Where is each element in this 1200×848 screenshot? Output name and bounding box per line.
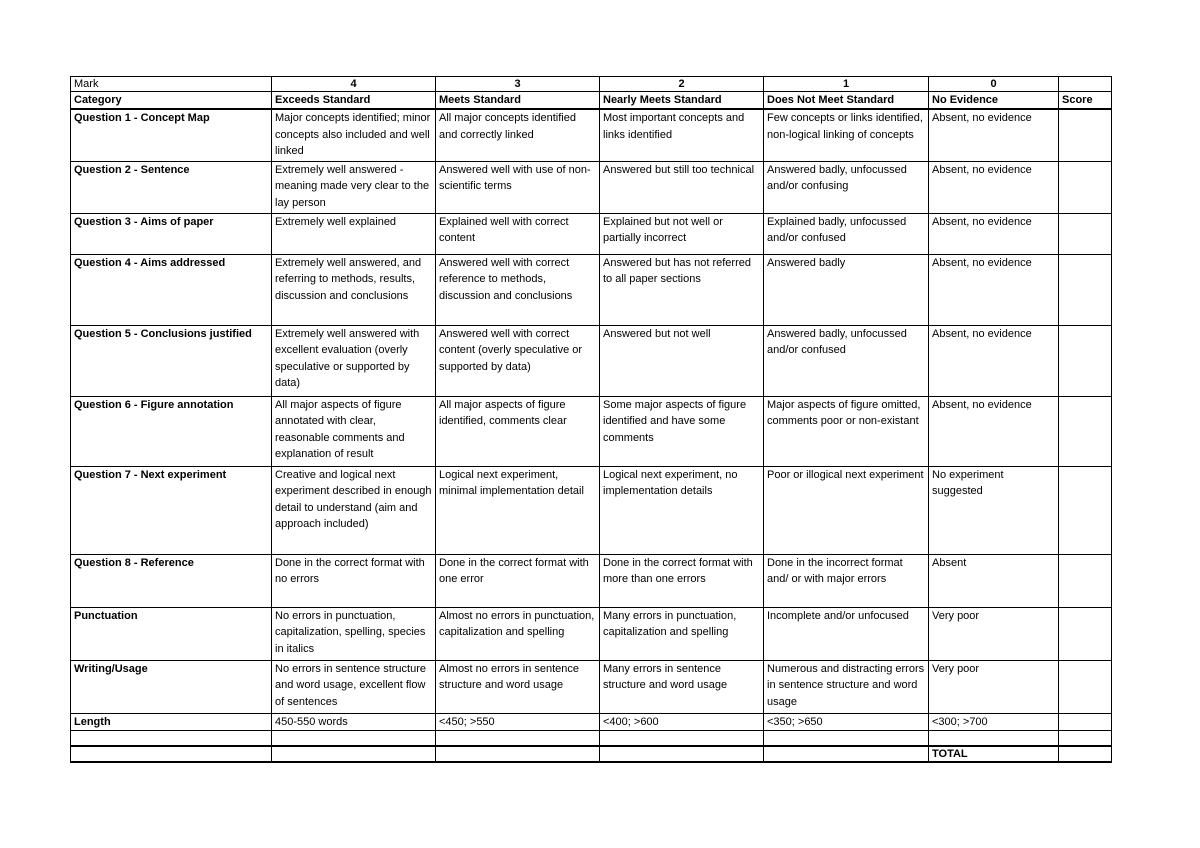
score-cell[interactable] xyxy=(1059,554,1112,607)
cell-does-not-meet: Incomplete and/or unfocused xyxy=(764,607,929,660)
level-exceeds: Exceeds Standard xyxy=(272,92,436,110)
table-row xyxy=(71,109,1112,161)
score-cell[interactable] xyxy=(1059,213,1112,254)
row-category: Question 1 - Concept Map xyxy=(71,109,272,161)
cell-does-not-meet: Answered badly, unfocussed and/or confusing xyxy=(764,161,929,213)
cell-meets: Answered well with correct reference to methods, discussion and conclusions xyxy=(436,254,600,325)
mark-label: Mark xyxy=(71,77,272,92)
row-category: Question 3 - Aims of paper xyxy=(71,213,272,254)
score-cell[interactable] xyxy=(1059,713,1112,731)
cell-exceeds: Extremely well answered, and referring to methods, results, discussion and conclusions xyxy=(272,254,436,325)
cell-exceeds: No errors in punctuation, capitalization, spelling, species in italics xyxy=(272,607,436,660)
cell-exceeds: Major concepts identified; minor concepts also included and well linked xyxy=(272,109,436,161)
row-category: Writing/Usage xyxy=(71,660,272,713)
cell-nearly-meets: Logical next experiment, no implementation details xyxy=(600,466,764,554)
score-label: Score xyxy=(1059,92,1112,110)
total-score-cell[interactable] xyxy=(1059,746,1112,762)
cell-does-not-meet: Answered badly xyxy=(764,254,929,325)
row-category: Question 2 - Sentence xyxy=(71,161,272,213)
score-cell[interactable] xyxy=(1059,466,1112,554)
cell-exceeds: Extremely well explained xyxy=(272,213,436,254)
cell-meets: <450; >550 xyxy=(436,713,600,731)
cell-exceeds: Creative and logical next experiment described in enough detail to understand (aim and approach included) xyxy=(272,466,436,554)
score-cell[interactable] xyxy=(1059,325,1112,396)
score-cell[interactable] xyxy=(1059,660,1112,713)
cell-nearly-meets: Explained but not well or partially incorrect xyxy=(600,213,764,254)
score-cell[interactable] xyxy=(1059,161,1112,213)
cell-meets: All major concepts identified and correctly linked xyxy=(436,109,600,161)
cell-exceeds: Extremely well answered - meaning made very clear to the lay person xyxy=(272,161,436,213)
row-category: Question 6 - Figure annotation xyxy=(71,396,272,466)
cell-nearly-meets: Done in the correct format with more than one errors xyxy=(600,554,764,607)
cell-nearly-meets: Answered but has not referred to all paper sections xyxy=(600,254,764,325)
cell-nearly-meets: Some major aspects of figure identified and have some comments xyxy=(600,396,764,466)
cell-no-evidence: Absent, no evidence xyxy=(929,254,1059,325)
level-does-not-meet: Does Not Meet Standard xyxy=(764,92,929,110)
cell-no-evidence: <300; >700 xyxy=(929,713,1059,731)
cell-nearly-meets: Many errors in sentence structure and word usage xyxy=(600,660,764,713)
cell-no-evidence: Absent, no evidence xyxy=(929,213,1059,254)
table-row xyxy=(71,466,1112,554)
cell-exceeds: All major aspects of figure annotated with clear, reasonable comments and explanation of result xyxy=(272,396,436,466)
table-row xyxy=(71,325,1112,396)
row-category: Question 8 - Reference xyxy=(71,554,272,607)
score-cell[interactable] xyxy=(1059,109,1112,161)
category-label: Category xyxy=(71,92,272,110)
cell-nearly-meets: Most important concepts and links identified xyxy=(600,109,764,161)
total-label: TOTAL xyxy=(929,746,1059,762)
row-category: Question 7 - Next experiment xyxy=(71,466,272,554)
cell-exceeds: Extremely well answered with excellent evaluation (overly speculative or supported by data) xyxy=(272,325,436,396)
cell-no-evidence: Absent, no evidence xyxy=(929,109,1059,161)
level-nearly-meets: Nearly Meets Standard xyxy=(600,92,764,110)
cell-nearly-meets: <400; >600 xyxy=(600,713,764,731)
total-row xyxy=(71,746,1112,762)
cell-no-evidence: Very poor xyxy=(929,660,1059,713)
mark-2: 2 xyxy=(600,77,764,92)
cell-no-evidence: Very poor xyxy=(929,607,1059,660)
cell-meets: Done in the correct format with one error xyxy=(436,554,600,607)
cell-does-not-meet: Poor or illogical next experiment xyxy=(764,466,929,554)
cell-nearly-meets: Many errors in punctuation, capitalization and spelling xyxy=(600,607,764,660)
table-row xyxy=(71,254,1112,325)
mark-header-row xyxy=(71,77,1112,92)
mark-3: 3 xyxy=(436,77,600,92)
cell-no-evidence: Absent, no evidence xyxy=(929,161,1059,213)
table-row xyxy=(71,660,1112,713)
cell-exceeds: 450-550 words xyxy=(272,713,436,731)
cell-exceeds: No errors in sentence structure and word usage, excellent flow of sentences xyxy=(272,660,436,713)
row-category: Length xyxy=(71,713,272,731)
cell-no-evidence: Absent, no evidence xyxy=(929,325,1059,396)
score-cell[interactable] xyxy=(1059,254,1112,325)
cell-does-not-meet: Explained badly, unfocussed and/or confused xyxy=(764,213,929,254)
cell-does-not-meet: <350; >650 xyxy=(764,713,929,731)
cell-does-not-meet: Answered badly, unfocussed and/or confused xyxy=(764,325,929,396)
table-row xyxy=(71,161,1112,213)
mark-score-blank xyxy=(1059,77,1112,92)
cell-does-not-meet: Numerous and distracting errors in sentence structure and word usage xyxy=(764,660,929,713)
cell-does-not-meet: Major aspects of figure omitted, comments poor or non-existant xyxy=(764,396,929,466)
cell-no-evidence: Absent xyxy=(929,554,1059,607)
table-row xyxy=(71,396,1112,466)
score-cell[interactable] xyxy=(1059,396,1112,466)
score-cell[interactable] xyxy=(1059,607,1112,660)
table-row xyxy=(71,607,1112,660)
cell-meets: Logical next experiment, minimal implementation detail xyxy=(436,466,600,554)
mark-0: 0 xyxy=(929,77,1059,92)
cell-no-evidence: No experiment suggested xyxy=(929,466,1059,554)
mark-4: 4 xyxy=(272,77,436,92)
cell-meets: Answered well with correct content (overly speculative or supported by data) xyxy=(436,325,600,396)
rubric-table xyxy=(70,76,1112,763)
cell-exceeds: Done in the correct format with no errors xyxy=(272,554,436,607)
spacer-row xyxy=(71,731,1112,747)
cell-does-not-meet: Done in the incorrect format and/ or with major errors xyxy=(764,554,929,607)
cell-meets: Answered well with use of non-scientific terms xyxy=(436,161,600,213)
table-row xyxy=(71,213,1112,254)
cell-nearly-meets: Answered but not well xyxy=(600,325,764,396)
row-category: Punctuation xyxy=(71,607,272,660)
level-no-evidence: No Evidence xyxy=(929,92,1059,110)
mark-1: 1 xyxy=(764,77,929,92)
row-category: Question 5 - Conclusions justified xyxy=(71,325,272,396)
cell-meets: Explained well with correct content xyxy=(436,213,600,254)
cell-nearly-meets: Answered but still too technical xyxy=(600,161,764,213)
cell-does-not-meet: Few concepts or links identified, non-logical linking of concepts xyxy=(764,109,929,161)
category-header-row xyxy=(71,92,1112,110)
row-category: Question 4 - Aims addressed xyxy=(71,254,272,325)
cell-meets: Almost no errors in sentence structure and word usage xyxy=(436,660,600,713)
level-meets: Meets Standard xyxy=(436,92,600,110)
table-row xyxy=(71,713,1112,731)
cell-meets: Almost no errors in punctuation, capitalization and spelling xyxy=(436,607,600,660)
cell-no-evidence: Absent, no evidence xyxy=(929,396,1059,466)
table-row xyxy=(71,554,1112,607)
cell-meets: All major aspects of figure identified, comments clear xyxy=(436,396,600,466)
